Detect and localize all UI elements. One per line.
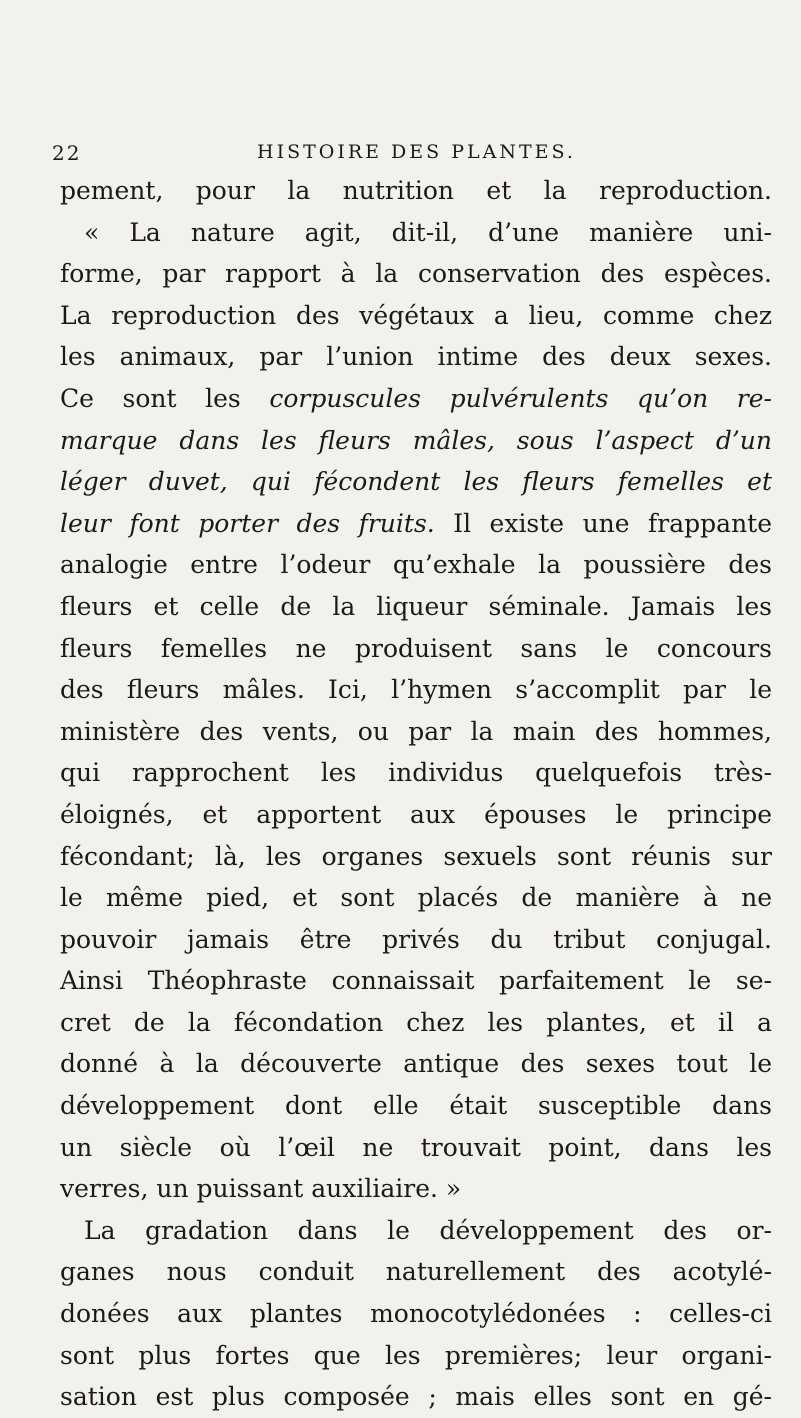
- text-line: La reproduction des végétaux a lieu, comme chez: [60, 300, 772, 330]
- text-line: ganes nous conduit naturellement des acotylé-: [60, 1257, 772, 1287]
- text-line: La gradation dans le développement des or-: [84, 1215, 772, 1245]
- text-line: qui rapprochent les individus quelquefois très-: [60, 758, 772, 788]
- text-line: donné à la découverte antique des sexes tout le: [60, 1049, 772, 1079]
- italic-run: marque dans les fleurs mâles, sous l’aspect d’un: [60, 425, 772, 455]
- text-line: fleurs et celle de la liqueur séminale. Jamais les: [60, 591, 772, 621]
- text-line: éloignés, et apportent aux épouses le principe: [60, 799, 772, 829]
- text-run: Il existe une frappante: [434, 508, 773, 538]
- italic-run: léger duvet, qui fécondent les fleurs femelles et: [60, 467, 772, 497]
- text-line: analogie entre l’odeur qu’exhale la poussière des: [60, 550, 772, 580]
- text-line: Ainsi Théophraste connaissait parfaitement le se-: [60, 966, 772, 996]
- italic-run: corpuscules pulvérulents qu’on re-: [269, 383, 773, 413]
- text-line: un siècle où l’œil ne trouvait point, dans les: [60, 1132, 772, 1162]
- text-line: cret de la fécondation chez les plantes, et il a: [60, 1007, 772, 1037]
- text-line: le même pied, et sont placés de manière à ne: [60, 883, 772, 913]
- text-line: pouvoir jamais être privés du tribut conjugal.: [60, 924, 772, 954]
- running-head: [52, 141, 772, 171]
- text-line: [60, 420, 772, 462]
- text-line: [60, 378, 772, 420]
- text-line: sation est plus composée ; mais elles sont en gé-: [60, 1382, 772, 1412]
- text-line: sont plus fortes que les premières; leur organi-: [60, 1340, 772, 1370]
- running-title: HISTOIRE DES PLANTES.: [257, 141, 576, 163]
- text-line: fécondant; là, les organes sexuels sont réunis sur: [60, 841, 772, 871]
- text-line: « La nature agit, dit-il, d’une manière uni-: [84, 217, 772, 247]
- text-line: des fleurs mâles. Ici, l’hymen s’accomplit par le: [60, 675, 772, 705]
- text-line: pement, pour la nutrition et la reproduction.: [60, 176, 772, 205]
- text-line: ministère des vents, ou par la main des hommes,: [60, 716, 772, 746]
- text-line: donées aux plantes monocotylédonées : celles-ci: [60, 1299, 772, 1329]
- text-line: forme, par rapport à la conservation des espèces.: [60, 259, 772, 289]
- italic-run: leur font porter des fruits.: [60, 508, 435, 538]
- text-line: développement dont elle était susceptible dans: [60, 1091, 772, 1121]
- text-line: verres, un puissant auxiliaire. »: [60, 1174, 462, 1204]
- text-line: les animaux, par l’union intime des deux sexes.: [60, 342, 772, 372]
- page-number: 22: [52, 141, 82, 165]
- text-run: Ce sont les: [60, 383, 270, 413]
- text-line: fleurs femelles ne produisent sans le concours: [60, 633, 772, 663]
- text-line: [60, 503, 772, 545]
- text-line: [60, 461, 772, 503]
- body-text: [60, 170, 772, 1418]
